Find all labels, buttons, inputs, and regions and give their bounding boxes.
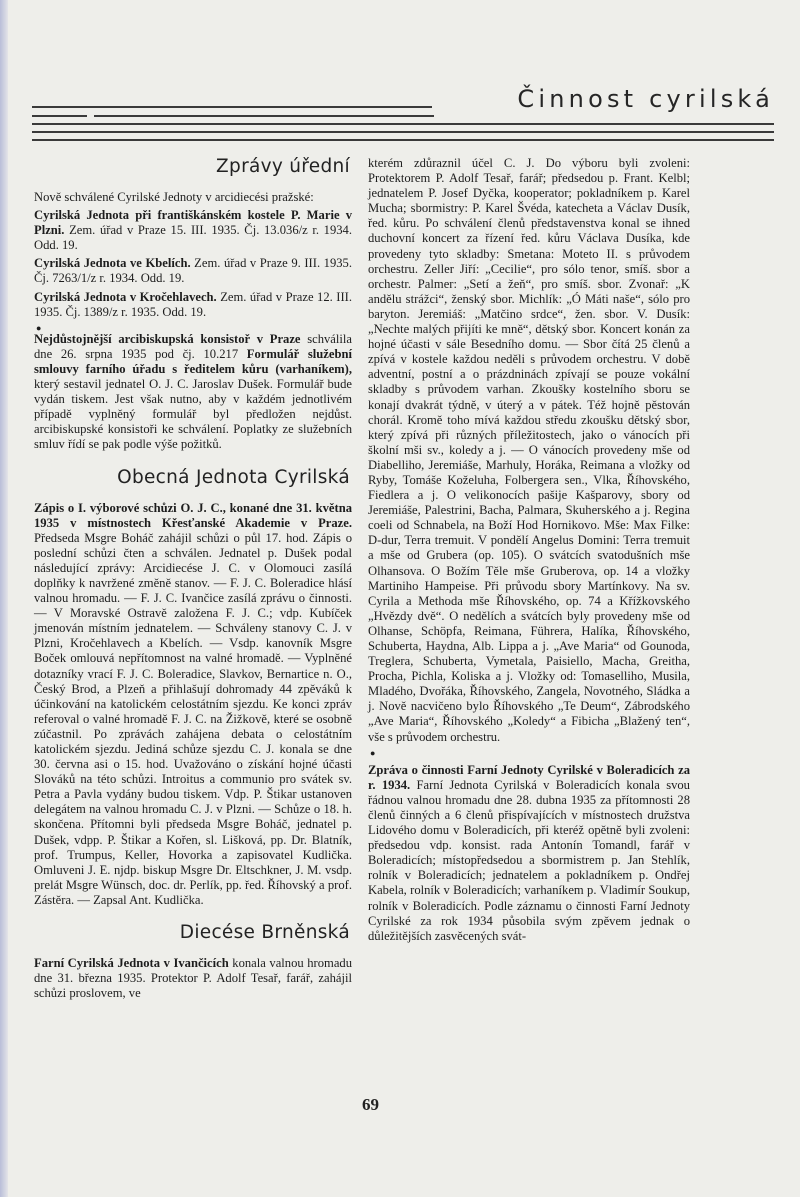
intro-paragraph: Nově schválené Cyrilské Jednoty v arcidiecési pražské:	[34, 190, 314, 204]
boleradice-paragraph	[368, 763, 690, 944]
ivancice-paragraph	[34, 956, 352, 1001]
section-title: Činnost cyrilská	[513, 86, 774, 112]
entry-text: Zem. úřad v Praze 9. III. 1935. Čj. 7263/1/z r. 1934. Odd. 19.	[34, 256, 353, 286]
entry-paragraph	[34, 256, 352, 286]
header-rule	[32, 115, 87, 117]
notice-text: který sestavil jednatel O. J. C. Jaroslav Dušek. Formulář bude vydán tiskem. Jest však nutno, aby v každém jednotlivém případě vyplněný formulář byl předložen nejdůst. arcibiskupské konsistoři ke schválení. Poplatky ze služebních smluv řídí se pak podle výše požitků.	[34, 377, 352, 452]
entry-title: Cyrilská Jednota při františkánském kostele P. Marie v Plzni.	[34, 208, 352, 238]
heading-diecese-brnenska: Diecése Brněnská	[179, 922, 350, 944]
entry-paragraph	[34, 290, 352, 320]
header-rule	[32, 139, 774, 141]
notice-bold: Formulář služební smlouvy farního úřadu s ředitelem kůru (varhaníkem),	[34, 346, 352, 376]
bullet-separator-icon: ●	[36, 322, 42, 333]
continuation-paragraph: kterém zdůraznil účel C. J. Do výboru byli zvoleni: Protektorem P. Adolf Tesař, farář; předsedou p. Frant. Kelbl; jednatelem P. Josef Dyčka, kooperator; pokladníkem p. Karel Mucha; sbormistry: P. Karel Švéda, katecheta a Václav Dusík, řed. kůru. Po schválení členů představenstva konal se ihned duchovní koncert za řízení řed. kůru Václava Dusíka, kde provedeny tyto skladby: Smetana: Moteto II. s průvodem orchestru. Zeller Jiří: „Cecilie“, pro sólo tenor, smíš. sbor a orchestr. Palmer: „Setí a žeň“, pro smíš. sbor. Zvonař: „K andělu strážci“, ženský sbor. Michlík: „Ó Máti naše“, sólo pro baryton. Jeremiáš: „Matčino srdce“, žen. sbor. V. Dusík: „Nechte malých přijíti ke mně“, dětský sbor. Koncert konán za hojné účasti v sále Besedního domu. — Sbor čítá 25 členů a zpívá v kostele každou neděli s průvodem orchestru. V době adventní, postní a o prázdninách zpívají se pouze vokální skladby s průvodem varhan. Zkoušky kostelního sboru se konají dvakrát týdně, v úterý a v pátek. Též hojně pěstován chorál. Kromě toho mívá každou středu zkoušku dětský sbor, který zpívá při různých příležitostech, jako o vánocích při školní mši sv., koledy a j. — O vánocích provedeny mše od Diabelliho, Jeremiáše, Marhuly, Horáka, Reimana a vložky od Ryby, Tomáše Koželuha, Folbergera sen., Vlka, Říhovského, Fiedlera a j. O velikonocích pašije Kašparovy, sbory od Jeremiáše, Palestrini, Bacha, Palmara, Skuherského a j. Regina coeli od Schnabela, na Boží Hod Hornikovo. Mše: Max Filke: D-dur, Terra tremuit. V pondělí Angelus Domini: Terra tremuit a mše od Grubera (op. 105). O svátcích svatodušních mše Olhansova. O Božím Těle mše Gruberova, op. 14 a vložky Martiniho Hampeise. Při průvodu sbory Martínkovy. Na sv. Cyrila a Methoda mše Říhovského, op. 74 a Křížkovského „Hvězdy dvě“. O nedělích a svátcích byly provedeny mše od Olhanse, Schöpfa, Reimana, Führera, Halíka, Říhovského, Schuberta, Haydna, Alb. Lippa a j. „Ave Maria“ od Gounoda, Treglera, Schuberta, Vymetala, Paisiello, Macha, Greitha, Procha, Pichla, Koliska a j. Vložky od: Tomaselliho, Musila, Mladého, Dvořáka, Říhovského, Zangela, Novotného, Sládka a j. Nově nacvičeno bylo Říhovského „Te Deum“, Zábrodského „Ave Maria“, Říhovského „Koledy“ a Fibicha „Blažený ten“, vše s průvodem orchestru.	[368, 156, 690, 744]
entry-title: Cyrilská Jednota v Kročehlavech.	[34, 289, 217, 304]
heading-zpravy-uredni: Zprávy úřední	[216, 156, 350, 177]
page-binding-edge	[0, 0, 8, 1197]
boleradice-text: Farní Jednota Cyrilská v Boleradicích konala svou řádnou valnou hromadu dne 28. dubna 1935 za přítomnosti 28 členů činných a 6 členů přispívajících v místnostech družstva Lidového domu v Boleradicích, při kteréž opětně byli zvoleni: předsedou vdp. konsist. rada Antonín Tomandl, farář v Boleradicích; místopředsedou a sbormistrem p. Jan Stehlík, rolník v Boleradicích; jednatelem a pokladníkem p. Ondřej Kabela, rolník v Boleradicích; varhaníkem p. Vladimír Soukup, rolník v Boleradicích. Podle záznamu o činnosti Farní Jednoty Cyrilské za rok 1934 působila svým zpěvem jednak o důležitějších zasvěcených svát-	[368, 777, 690, 943]
right-column	[368, 156, 690, 947]
entry-text: Zem. úřad v Praze 12. III. 1935. Čj. 1389/z r. 1935. Odd. 19.	[34, 289, 352, 319]
left-column	[34, 150, 352, 1004]
notice-text: schválila dne 26. srpna 1935 pod čj. 10.217	[34, 331, 352, 361]
heading-obecna-jednota: Obecná Jednota Cyrilská	[117, 466, 350, 488]
entry-title: Cyrilská Jednota ve Kbelích.	[34, 256, 191, 271]
notice-paragraph	[34, 332, 352, 453]
header-rule	[32, 123, 774, 125]
entry-paragraph	[34, 208, 352, 253]
section-header	[32, 82, 774, 136]
page-number: 69	[362, 1095, 379, 1114]
ivancice-text: konala valnou hromadu dne 31. března 1935. Protektor P. Adolf Tesař, farář, zahájil schůzi proslovem, ve	[34, 956, 353, 1001]
bullet-separator-icon: ●	[370, 747, 376, 758]
boleradice-title: Zpráva o činnosti Farní Jednoty Cyrilské v Boleradicích za r. 1934.	[368, 762, 690, 792]
ivancice-title: Farní Cyrilská Jednota v Ivančicích	[34, 956, 229, 971]
entry-text: Zem. úřad v Praze 15. III. 1935. Čj. 13.036/z r. 1934. Odd. 19.	[34, 223, 352, 253]
header-rule	[94, 115, 434, 117]
minutes-title: Zápis o I. výborové schůzi O. J. C., konané dne 31. května 1935 v místnostech Křesťanské Akademie v Praze.	[34, 500, 352, 530]
header-rule	[32, 131, 774, 133]
minutes-text: Předseda Msgre Boháč zahájil schůzi o půl 17. hod. Zápis o poslední schůzi čten a schválen. Jednatel p. Dušek podal následující zprávy: Arcidiecése J. C. v Olomouci zasílá doplňky k navržené změně stanov. — F. J. C. Boleradice hlásí valnou hromadu. — F. J. C. Ivančice zasílá zprávu o činnosti. — V Moravské Ostravě založena F. J. C.; vdp. Kubíček jmenován místním jednatelem. — Schváleny stanovy C. J. v Plzni, Kročehlavech a Kbelích. — Vsdp. kanovník Msgre Boček omlouvá nepřítomnost na valné hromadě. — Vyplněné dotazníky vrací F. J. C. Boleradice, Slavkov, Bernartice n. O., Český Brod, a Plzeň a přihlašují dohromady 44 zpěváků k účinkování na katolickém celostátním sjezdu. Ke konci zpráv referoval o valné hromadě F. J. C. na Žižkově, které se osobně zúčastnil. Po zprávách zahájena debata o celostátním katolickém sjezdu. Jediná schůze sjezdu C. J. konala se dne 30. června asi o 15. hod. Uvažováno o získání hojné účasti Slováků na této schůzi. Introitus a communio pro svátek sv. Petra a Pavla vydány budou tiskem. Vdp. P. Štikar ustanoven delegátem na valnou hromadu C. J. v Plzni. — Schůze o 18. h. skončena. Přítomni byli předseda Msgre Boháč, jednatel p. Dušek, vdpp. P. Štikar a Kořen, sl. Lišková, pp. Dr. Blatník, prof. Trumpus, Keller, Hovorka a zapisovatel Kudlička. Omluveni J. E. njdp. biskup Msgre Dr. Eltschkner, J. M. vsdp. prelát Msgre Wünsch, doc. dr. Perlík, pp. řed. Říhovský a prof. Zástěra. — Zapsal Ant. Kudlička.	[34, 530, 352, 907]
header-rule	[32, 106, 432, 108]
minutes-paragraph	[34, 501, 352, 909]
notice-bold: Nejdůstojnější arcibiskupská konsistoř v Praze	[34, 331, 301, 346]
